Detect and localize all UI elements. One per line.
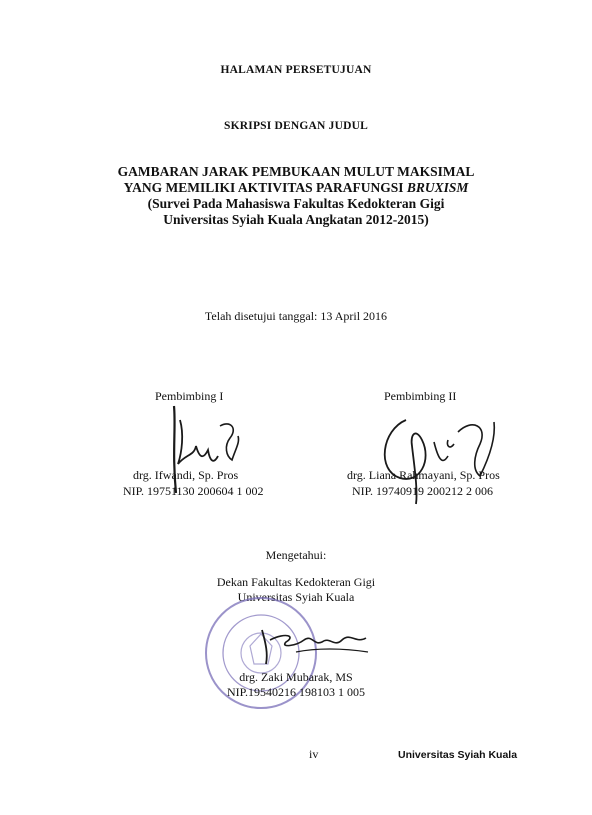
advisor-1-nip: NIP. 19751130 200604 1 002 <box>123 484 264 498</box>
acknowledgement-label: Mengetahui: <box>265 548 327 562</box>
approval-date: Telah disetujui tanggal: 13 April 2016 <box>204 309 388 323</box>
thesis-heading: SKRIPSI DENGAN JUDUL <box>224 120 368 132</box>
title-line-2-text: YANG MEMILIKI AKTIVITAS PARAFUNGSI <box>123 180 407 195</box>
title-line-2-italic: BRUXISM <box>406 180 469 195</box>
dean-nip: NIP.19540216 198103 1 005 <box>226 685 365 699</box>
title-line-1: GAMBARAN JARAK PEMBUKAAN MULUT MAKSIMAL <box>117 164 475 179</box>
advisor-1-role: Pembimbing I <box>155 389 224 403</box>
dean-name: drg. Zaki Mubarak, MS <box>239 670 353 684</box>
thesis-title <box>0 164 592 228</box>
footer-institution: Universitas Syiah Kuala <box>398 749 518 761</box>
advisor-2-name: drg. Liana Rahmayani, Sp. Pros <box>347 468 500 482</box>
page-number: iv <box>309 747 319 761</box>
dean-position-line-1: Dekan Fakultas Kedokteran Gigi <box>216 575 376 589</box>
dean-signature <box>256 618 376 668</box>
advisor-1-name: drg. Ifwandi, Sp. Pros <box>133 468 239 482</box>
dean-position-line-2: Universitas Syiah Kuala <box>237 590 355 604</box>
approval-heading: HALAMAN PERSETUJUAN <box>220 64 372 76</box>
title-line-2 <box>0 180 592 196</box>
advisor-2-nip: NIP. 19740919 200212 2 006 <box>352 484 494 498</box>
title-line-4: Universitas Syiah Kuala Angkatan 2012-2015) <box>163 212 429 227</box>
advisor-2-role: Pembimbing II <box>384 389 457 403</box>
title-line-3: (Survei Pada Mahasiswa Fakultas Kedokteran Gigi <box>147 196 445 211</box>
advisor-1-signature <box>160 398 250 498</box>
